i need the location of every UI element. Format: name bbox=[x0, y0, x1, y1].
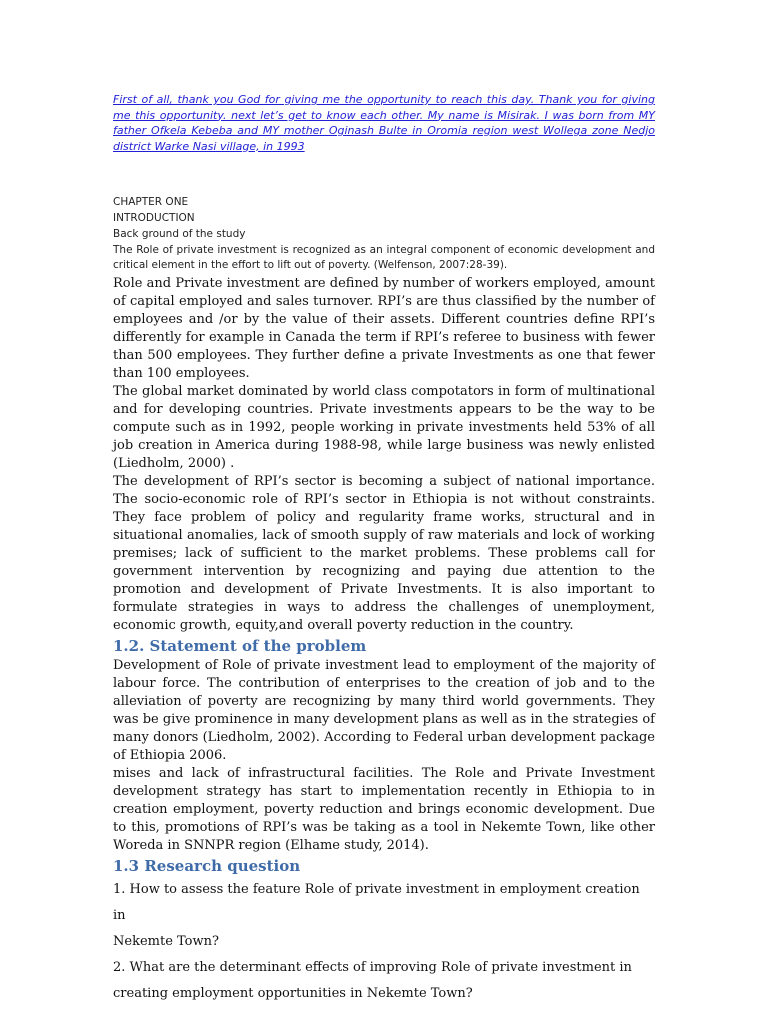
body-paragraph-2: The global market dominated by world class compotators in form of multinational and for developing countries. Private investments appears to be the way to be compute such as in 1992, people working in private investments held 53% of all job creation in America during 1988-98, while large business was newly enlisted (Liedholm, 2000) . bbox=[113, 384, 655, 471]
body-paragraph-1: Role and Private investment are defined by number of workers employed, amount of capital employed and sales turnover. RPI’s are thus classified by the number of employees and /or by the value of their assets. Different countries define RPI’s differently for example in Canada the term if RPI’s referee to business with fewer than 500 employees. They further define a private Investments as one that fewer than 100 employees. bbox=[113, 276, 655, 381]
research-question-2-line-1: 2. What are the determinant effects of improving Role of private investment in bbox=[113, 960, 632, 975]
document-page bbox=[113, 92, 655, 1007]
research-question-1-line-2: Nekemte Town? bbox=[113, 934, 219, 949]
statement-heading: 1.2. Statement of the problem bbox=[113, 637, 367, 655]
spacer bbox=[113, 154, 655, 194]
research-question-2-line-2: creating employment opportunities in Nekemte Town? bbox=[113, 986, 473, 1001]
research-heading: 1.3 Research question bbox=[113, 857, 301, 875]
intro-paragraph-link[interactable]: First of all, thank you God for giving me the opportunity to reach this day. Thank you for giving me this opportunity. next let’s get to know each other. My name is Misirak. I was born from MY father Ofkela Kebeba and MY mother Oginash Bulte in Oromia region west Wollega zone Nedjo district Warke Nasi village, in 1993 bbox=[113, 93, 655, 153]
lead-paragraph: The Role of private investment is recognized as an integral component of economic development and critical element in the effort to lift out of poverty. (Welfenson, 2007:28-39). bbox=[113, 244, 655, 271]
statement-paragraph-2: mises and lack of infrastructural facilities. The Role and Private Investment development strategy has start to implementation recently in Ethiopia to in creation employment, poverty reduction and brings economic development. Due to this, promotions of RPI’s was be taking as a tool in Nekemte Town, like other Woreda in SNNPR region (Elhame study, 2014). bbox=[113, 766, 655, 853]
body-paragraph-3: The development of RPI’s sector is becoming a subject of national importance. The socio-economic role of RPI’s sector in Ethiopia is not without constraints. They face problem of policy and regularity frame works, structural and in situational anomalies, lack of smooth supply of raw materials and lock of working premises; lack of sufficient to the market problems. These problems call for government intervention by recognizing and paying due attention to the promotion and development of Private Investments. It is also important to formulate strategies in ways to address the challenges of unemployment, economic growth, equity,and overall poverty reduction in the country. bbox=[113, 474, 655, 633]
chapter-subtitle: INTRODUCTION bbox=[113, 212, 195, 224]
statement-paragraph-1: Development of Role of private investment lead to employment of the majority of labour force. The contribution of enterprises to the creation of job and to the alleviation of poverty are recognizing by many third world governments. They was be give prominence in many development plans as well as in the strategies of many donors (Liedholm, 2002). According to Federal urban development package of Ethiopia 2006. bbox=[113, 658, 655, 763]
section-title: Back ground of the study bbox=[113, 228, 246, 240]
research-question-1-line-1: 1. How to assess the feature Role of private investment in employment creation in bbox=[113, 882, 640, 923]
chapter-title: CHAPTER ONE bbox=[113, 196, 189, 208]
